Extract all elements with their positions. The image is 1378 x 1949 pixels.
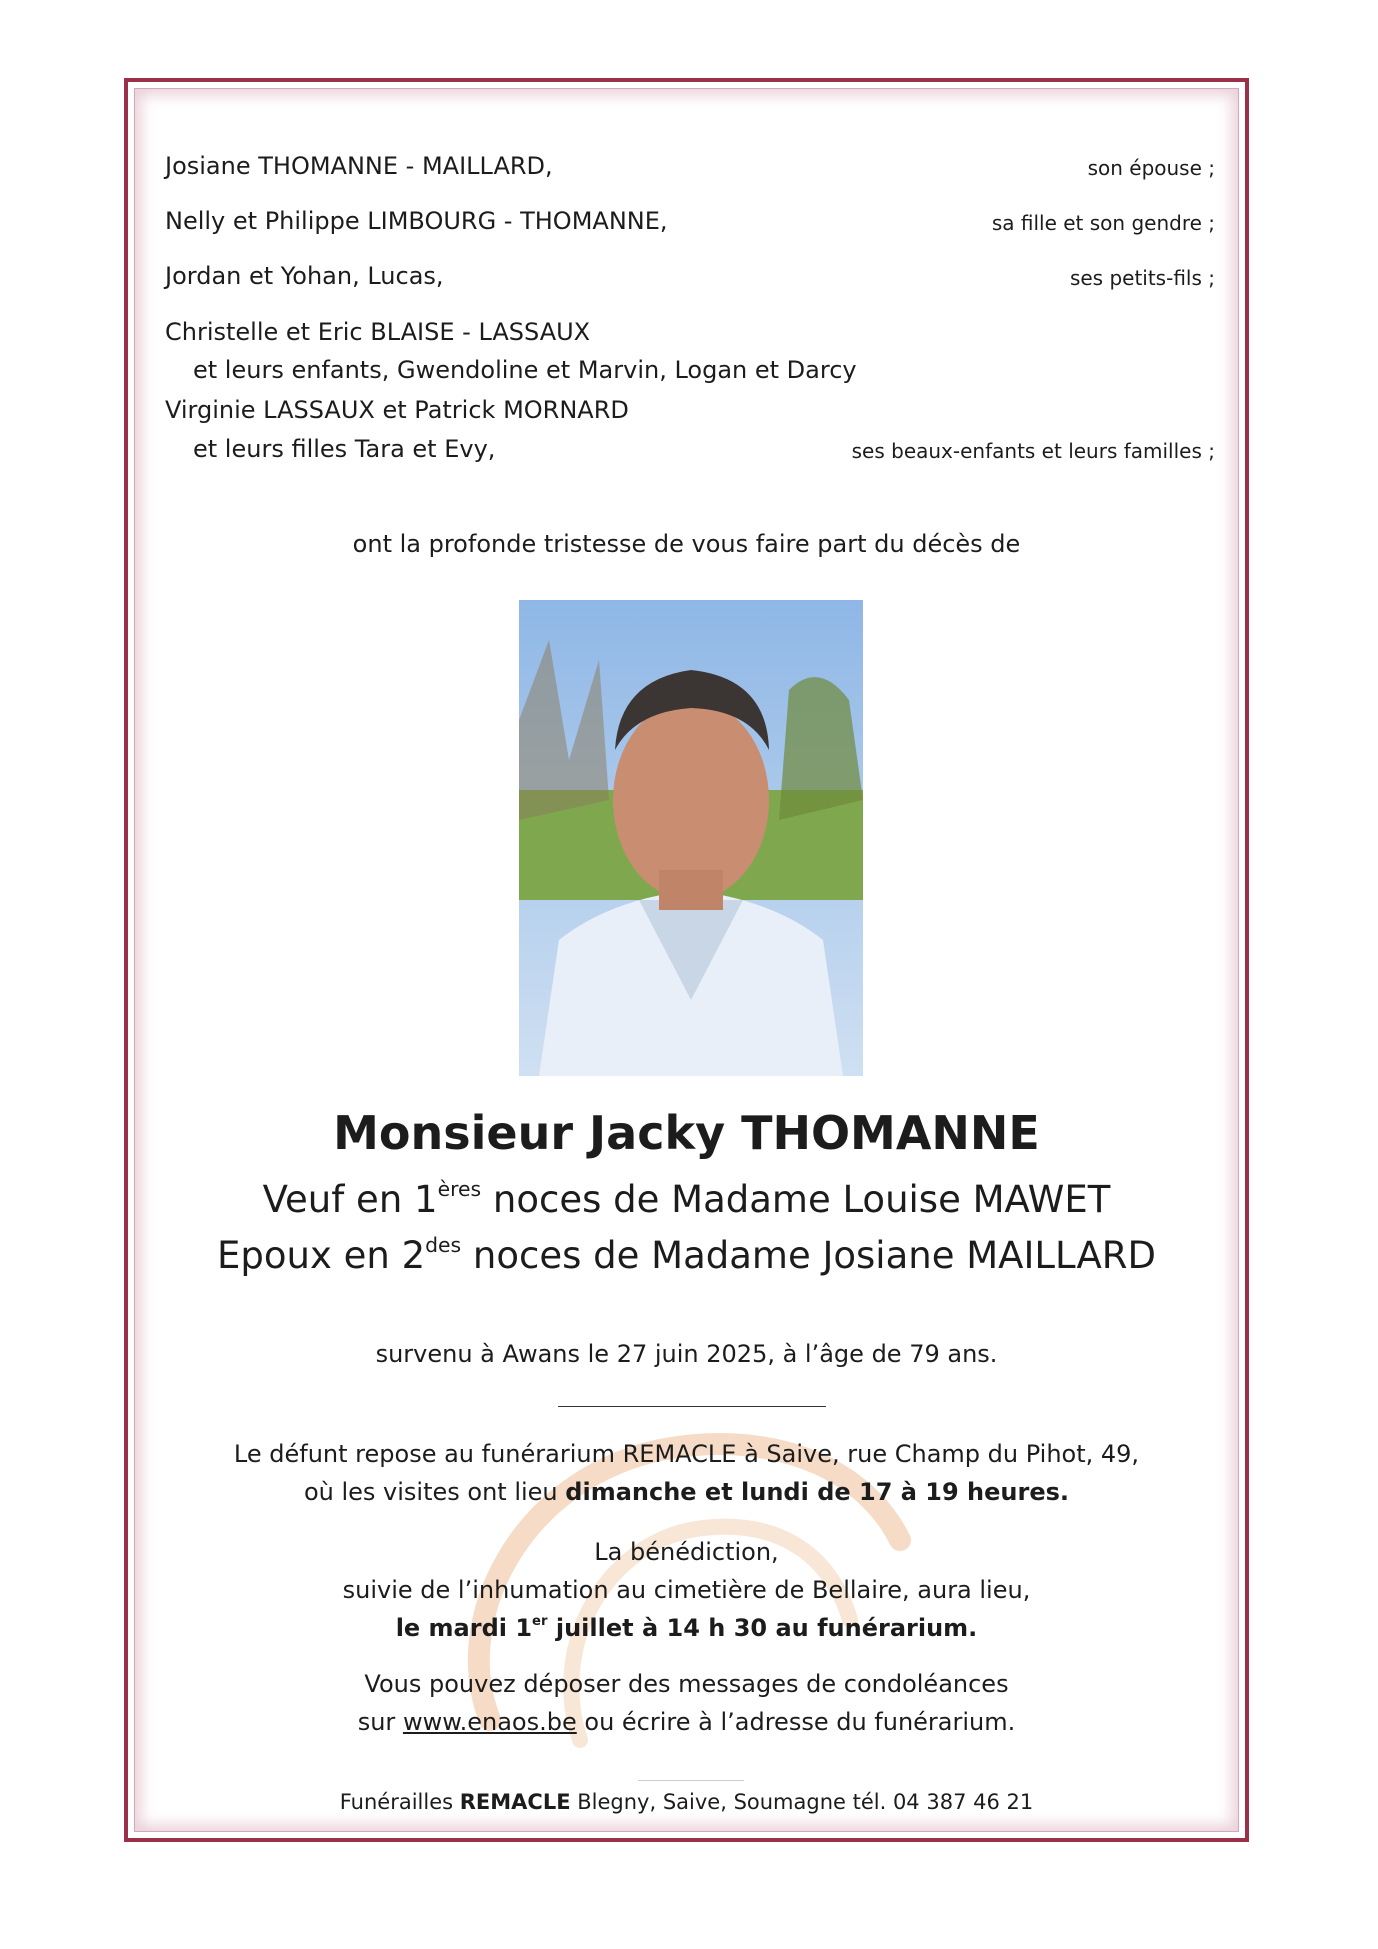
condolences-info: Vous pouvez déposer des messages de condoléances sur www.enaos.be ou écrire à l’adresse du funérarium. <box>357 1670 1016 1736</box>
family-name: et leurs enfants, Gwendoline et Marvin, Logan et Darcy <box>193 356 857 384</box>
footer-text: Funérailles REMACLE Blegny, Saive, Soumagne tél. 04 387 46 21 <box>339 1790 1034 1814</box>
family-name: Nelly et Philippe LIMBOURG - THOMANNE, <box>165 207 668 235</box>
family-name: Josiane THOMANNE - MAILLARD, <box>165 152 553 180</box>
family-relation: son épouse ; <box>1087 156 1215 180</box>
family-name: Jordan et Yohan, Lucas, <box>165 262 444 290</box>
family-relation: sa fille et son gendre ; <box>991 211 1215 235</box>
family-relation: ses petits-fils ; <box>1069 266 1215 290</box>
deceased-name: Monsieur Jacky THOMANNE <box>333 1106 1040 1160</box>
visitation-info: Le défunt repose au funérarium REMACLE à Saive, rue Champ du Pihot, 49, où les visites ont lieu dimanche et lundi de 17 à 19 heures. <box>233 1440 1140 1506</box>
announcement-text: ont la profonde tristesse de vous faire part du décès de <box>352 530 1021 558</box>
death-notice: survenu à Awans le 27 juin 2025, à l’âge de 79 ans. <box>375 1340 998 1368</box>
family-name: et leurs filles Tara et Evy, <box>193 435 496 463</box>
family-name: Christelle et Eric BLAISE - LASSAUX <box>165 318 591 346</box>
separator-line <box>558 1406 826 1407</box>
condolences-link[interactable]: www.enaos.be <box>402 1708 577 1736</box>
ceremony-info: La bénédiction, suivie de l’inhumation au cimetière de Bellaire, aura lieu, le mardi 1er juillet à 14 h 30 au funérarium. <box>342 1538 1031 1642</box>
family-relation: ses beaux-enfants et leurs familles ; <box>851 439 1215 463</box>
second-marriage-line: Epoux en $2^{des}$ noces de Madame Josiane MAILLARD <box>217 1232 1156 1277</box>
family-name: Virginie LASSAUX et Patrick MORNARD <box>165 396 629 424</box>
footer-separator <box>638 1780 744 1781</box>
portrait-photo <box>519 600 863 1076</box>
first-marriage-line: Veuf en 1ères noces de Madame Louise MAWET <box>262 1176 1111 1221</box>
